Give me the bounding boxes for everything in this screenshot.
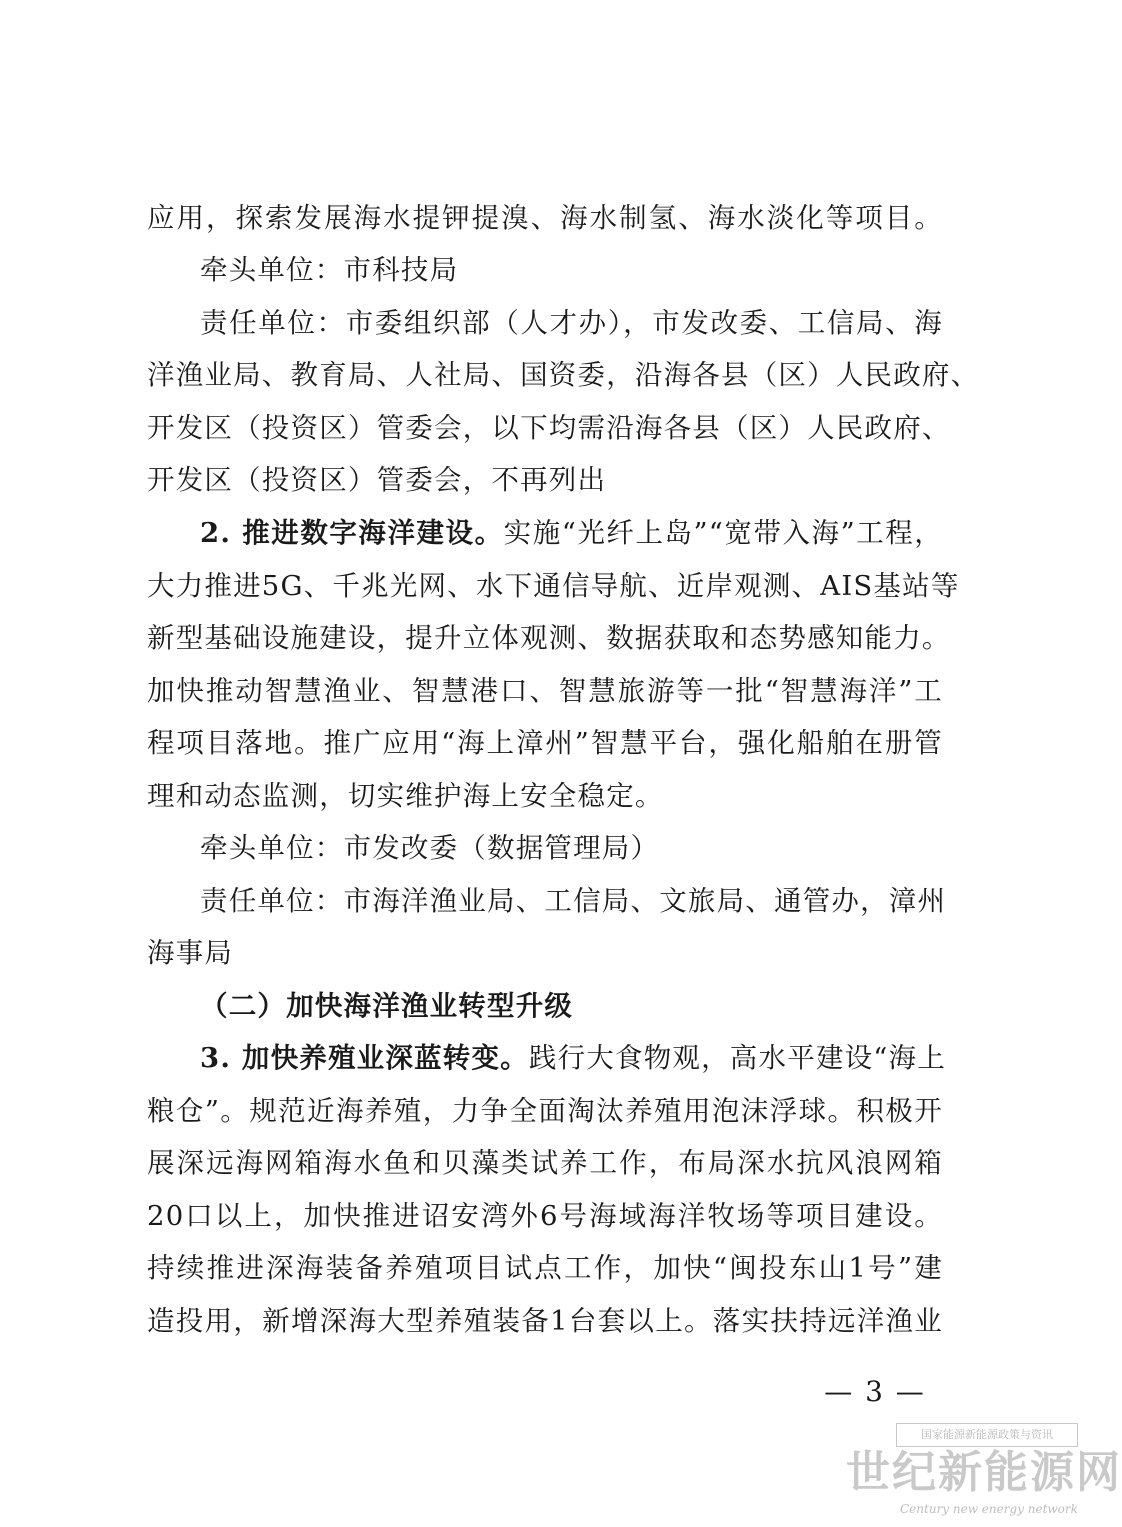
item-3-text: 践行大食物观，高水平建设“海上: [528, 1042, 946, 1074]
item-2-title: 2. 推进数字海洋建设。: [200, 517, 504, 549]
watermark-subtitle: Century new energy network: [900, 1502, 1078, 1516]
item-3-title: 3. 加快养殖业深蓝转变。: [200, 1042, 529, 1074]
text-line: 造投用，新增深海大型养殖装备1台套以上。落实扶持远洋渔业: [147, 1305, 943, 1337]
text-line: 新型基础设施建设，提升立体观测、数据获取和态势感知能力。: [147, 622, 951, 654]
text-line: 应用，探索发展海水提钾提溴、海水制氢、海水淡化等项目。: [147, 202, 943, 234]
text-line: 持续推进深海装备养殖项目试点工作，加快“闽投东山1号”建: [147, 1252, 943, 1284]
page-number: — 3 —: [824, 1375, 926, 1408]
text-line: 展深远海网箱海水鱼和贝藻类试养工作，布局深水抗风浪网箱: [147, 1147, 943, 1179]
lead-unit-line: 牵头单位：市发改委（数据管理局）: [200, 832, 660, 864]
lead-unit-line: 牵头单位：市科技局: [200, 254, 459, 286]
text-line: 海事局: [147, 937, 234, 969]
watermark-caption: 国家能源新能源政策与资讯: [896, 1423, 1078, 1447]
text-line: 粮仓”。规范近海养殖，力争全面淘汰养殖用泡沫浮球。积极开: [147, 1095, 943, 1127]
text-line: 理和动态监测，切实维护海上安全稳定。: [147, 780, 664, 812]
item-2-line: [200, 513, 943, 553]
text-line: 洋渔业局、教育局、人社局、国资委，沿海各县（区）人民政府、: [147, 359, 980, 391]
text-line: 加快推动智慧渔业、智慧港口、智慧旅游等一批“智慧海洋”工: [147, 675, 943, 707]
text-line: 20口以上，加快推进诏安湾外6号海域海洋牧场等项目建设。: [147, 1200, 943, 1232]
text-line: 大力推进5G、千兆光网、水下通信导航、近岸观测、AIS基站等: [147, 570, 960, 602]
text-line: 开发区（投资区）管委会，以下均需沿海各县（区）人民政府、: [147, 412, 951, 444]
section-heading: （二）加快海洋渔业转型升级: [200, 990, 574, 1022]
responsible-unit-line: 责任单位：市委组织部（人才办），市发改委、工信局、海: [200, 307, 943, 339]
watermark-logo-text: 世纪新能源网: [846, 1447, 1122, 1498]
text-line: 开发区（投资区）管委会，不再列出: [147, 464, 607, 496]
item-2-text: 实施“光纤上岛”“宽带入海”工程，: [503, 517, 943, 549]
text-line: 程项目落地。推广应用“海上漳州”智慧平台，强化船舶在册管: [147, 727, 943, 759]
item-3-line: [200, 1038, 946, 1078]
responsible-unit-line: 责任单位：市海洋渔业局、工信局、文旅局、通管办，漳州: [200, 885, 947, 917]
